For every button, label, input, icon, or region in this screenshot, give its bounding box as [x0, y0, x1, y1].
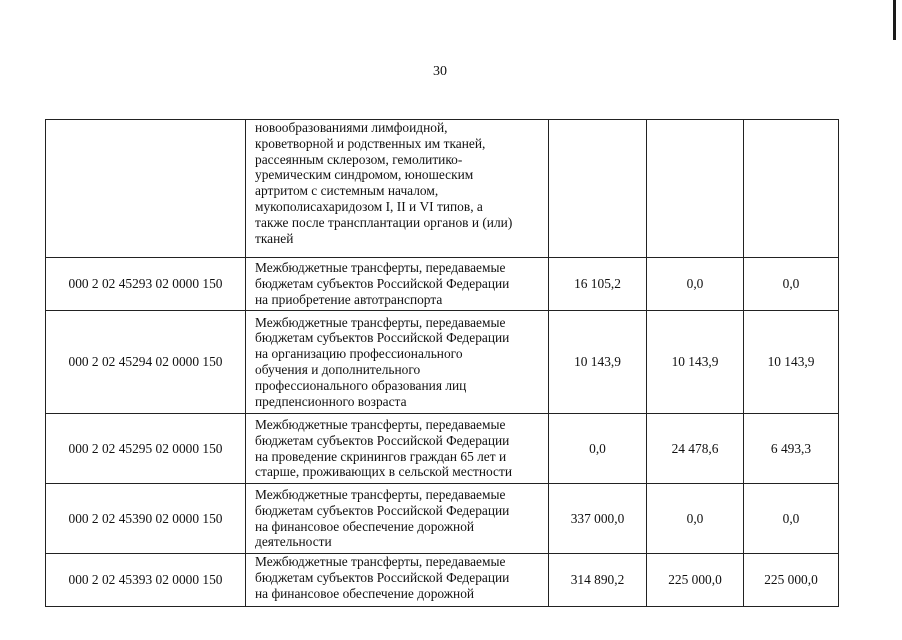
amount-year-3: 0,0	[744, 484, 839, 554]
description-line: деятельности	[255, 534, 332, 550]
budget-code: 000 2 02 45295 02 0000 150	[46, 414, 246, 484]
description	[246, 258, 549, 311]
amount-year-1: 16 105,2	[549, 258, 647, 311]
amount-year-3: 225 000,0	[744, 554, 839, 607]
description-line: Межбюджетные трансферты, передаваемые	[255, 554, 506, 569]
table-row	[46, 484, 839, 554]
description-line: рассеянным склерозом, гемолитико-	[255, 151, 463, 167]
description-line: бюджетам субъектов Российской Федерации	[255, 569, 510, 585]
scan-edge-mark	[893, 0, 896, 40]
amount-year-2: 24 478,6	[647, 414, 744, 484]
description	[246, 484, 549, 554]
description-line: на проведение скринингов граждан 65 лет и	[255, 448, 507, 464]
description-line: кроветворной и родственных им тканей,	[255, 135, 486, 151]
description-line: бюджетам субъектов Российской Федерации	[255, 276, 510, 292]
budget-code: 000 2 02 45390 02 0000 150	[46, 484, 246, 554]
description-line: предпенсионного возраста	[255, 393, 407, 409]
budget-code: 000 2 02 45393 02 0000 150	[46, 554, 246, 607]
amount-year-2: 225 000,0	[647, 554, 744, 607]
description-line: тканей	[255, 230, 294, 246]
amount-year-2	[647, 120, 744, 258]
description-line: Межбюджетные трансферты, передаваемые	[255, 416, 506, 432]
amount-year-3: 10 143,9	[744, 311, 839, 414]
description-line: на организацию профессионального	[255, 346, 463, 362]
description-line: бюджетам субъектов Российской Федерации	[255, 330, 510, 346]
page-number: 30	[433, 64, 447, 79]
amount-year-1: 314 890,2	[549, 554, 647, 607]
budget-code: 000 2 02 45294 02 0000 150	[46, 311, 246, 414]
amount-year-3: 6 493,3	[744, 414, 839, 484]
description	[246, 311, 549, 414]
budget-code: 000 2 02 45293 02 0000 150	[46, 258, 246, 311]
description-line: старше, проживающих в сельской местности	[255, 464, 512, 480]
description-line: Межбюджетные трансферты, передаваемые	[255, 486, 506, 502]
amount-year-2: 0,0	[647, 258, 744, 311]
amount-year-3	[744, 120, 839, 258]
description-line: также после трансплантации органов и (или)	[255, 214, 513, 230]
description-line: на финансовое обеспечение дорожной	[255, 585, 475, 601]
description-line: уремическим синдромом, юношеским	[255, 167, 474, 183]
description	[246, 120, 549, 258]
description-line: на финансовое обеспечение дорожной	[255, 518, 475, 534]
amount-year-3: 0,0	[744, 258, 839, 311]
amount-year-2: 0,0	[647, 484, 744, 554]
description-line: артритом с системным началом,	[255, 183, 439, 199]
table-row	[46, 554, 839, 607]
amount-year-1: 10 143,9	[549, 311, 647, 414]
description-line: мукополисахаридозом I, II и VI типов, а	[255, 198, 483, 214]
description-line: бюджетам субъектов Российской Федерации	[255, 432, 510, 448]
description-line: Межбюджетные трансферты, передаваемые	[255, 260, 506, 276]
amount-year-1	[549, 120, 647, 258]
amount-year-1: 337 000,0	[549, 484, 647, 554]
budget-table	[45, 119, 839, 607]
description	[246, 554, 549, 607]
amount-year-2: 10 143,9	[647, 311, 744, 414]
description-line: на приобретение автотранспорта	[255, 291, 443, 307]
amount-year-1: 0,0	[549, 414, 647, 484]
table-row	[46, 258, 839, 311]
description-line: новообразованиями лимфоидной,	[255, 120, 448, 135]
description	[246, 414, 549, 484]
table-row	[46, 311, 839, 414]
table-row	[46, 414, 839, 484]
description-line: бюджетам субъектов Российской Федерации	[255, 502, 510, 518]
description-line: обучения и дополнительного	[255, 362, 421, 377]
description-line: профессионального образования лиц	[255, 377, 467, 393]
description-line: Межбюджетные трансферты, передаваемые	[255, 314, 506, 330]
budget-code	[46, 120, 246, 258]
table-row	[46, 120, 839, 258]
